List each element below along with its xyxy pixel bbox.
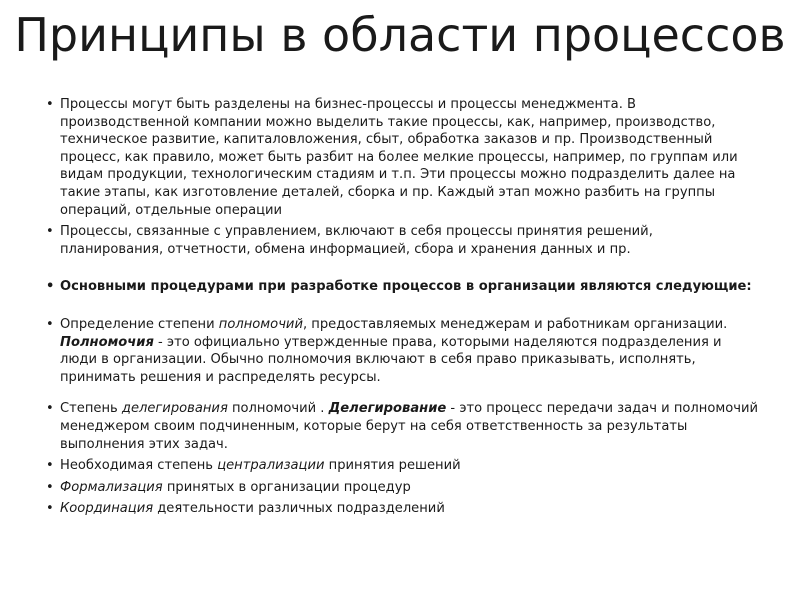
bullet-item — [46, 278, 758, 296]
slide-title: Принципы в области процессов — [14, 8, 786, 62]
emphasis-text: полномочий — [218, 316, 303, 332]
text-run: , предоставляемых менеджерам и работникам организации. — [302, 316, 728, 332]
text-run: полномочий . — [227, 401, 329, 417]
bullet-text: Основными процедурами при разработке процессов в организации являются следующие: — [60, 279, 752, 295]
bullet-item — [46, 500, 758, 518]
slide-body — [46, 96, 758, 518]
text-run: деятельности различных подразделений — [153, 501, 445, 517]
emphasis-text: Полномочия — [60, 334, 154, 350]
emphasis-text: Координация — [60, 501, 154, 517]
bullet-item — [46, 316, 758, 386]
bullet-text: Процессы могут быть разделены на бизнес-процессы и процессы менеджмента. В производственной компании можно выделить такие процессы, как, например, производство, техническое развитие, капиталовложения, сбыт, обработка заказов и пр. Производственный процесс, как правило, может быть разбит на более мелкие процессы, например, по группам или видам продукции, технологическим стадиям и т.п. Эти процессы можно подразделить далее на такие этапы, как изготовление деталей, сборка и пр. Каждый этап можно разбить на группы операций, отдельные операции — [60, 97, 738, 218]
text-run: - это официально утвержденные права, которыми наделяются подразделения и люди в организации. Обычно полномочия включают в себя право приказывать, исполнять, принимать решения и распределять ресурсы. — [60, 334, 722, 385]
bullet-text: Процессы, связанные с управлением, включают в себя процессы принятия решений, планирования, отчетности, обмена информацией, сбора и хранения данных и пр. — [60, 224, 653, 257]
text-run: - это процесс передачи задач и полномочий менеджером своим подчиненным, которые берут на себя ответственность за результаты выполнения этих задач. — [60, 401, 758, 452]
emphasis-text: Формализация — [60, 479, 163, 495]
text-run: Определение степени — [60, 316, 219, 332]
bullet-item — [46, 223, 758, 258]
bullet-item — [46, 479, 758, 497]
emphasis-text: централизации — [217, 458, 325, 474]
bullet-item — [46, 96, 758, 219]
bullet-item — [46, 457, 758, 475]
text-run: Степень — [60, 401, 122, 417]
text-run: принятых в организации процедур — [162, 479, 411, 495]
bullet-item — [46, 400, 758, 453]
text-run: Необходимая степень — [60, 458, 218, 474]
text-run: принятия решений — [324, 458, 461, 474]
emphasis-text: Делегирование — [328, 401, 447, 417]
emphasis-text: делегирования — [121, 401, 228, 417]
